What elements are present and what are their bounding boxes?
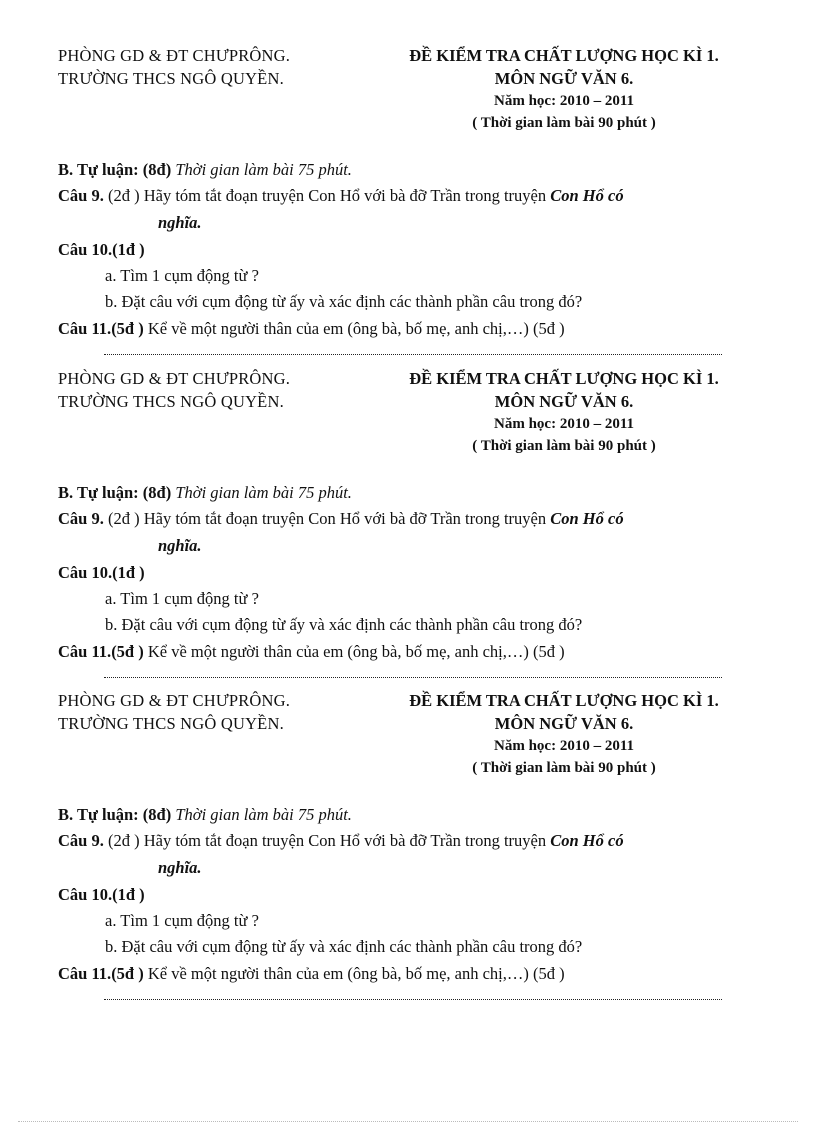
q10-part-b: b. Đặt câu với cụm động từ ấy và xác định các thành phần câu trong đó? xyxy=(105,615,583,634)
q11-label: Câu 11. xyxy=(58,319,112,338)
duration: ( Thời gian làm bài 90 phút ) xyxy=(472,438,656,454)
header-right xyxy=(378,689,750,779)
q9-text: Hãy tóm tắt đoạn truyện Con Hổ với bà đỡ Trần trong truyện xyxy=(143,186,547,205)
header-right xyxy=(378,44,750,134)
q11-points: (5đ ) xyxy=(111,642,144,661)
school-name: TRƯỜNG THCS NGÔ QUYỀN. xyxy=(58,714,284,733)
section-label: B. Tự luận: xyxy=(58,160,139,179)
section-time-note: Thời gian làm bài 75 phút. xyxy=(175,160,352,179)
school-year: Năm học: 2010 – 2011 xyxy=(494,93,634,109)
q10-points: (1đ ) xyxy=(112,240,145,259)
q9-points: (2đ ) xyxy=(107,186,140,205)
q9-points: (2đ ) xyxy=(107,831,140,850)
q10-part-b: b. Đặt câu với cụm động từ ấy và xác định các thành phần câu trong đó? xyxy=(105,937,583,956)
section-heading xyxy=(58,805,352,825)
q9-label: Câu 9. xyxy=(58,509,104,528)
q10-part-b: b. Đặt câu với cụm động từ ấy và xác định các thành phần câu trong đó? xyxy=(105,292,583,311)
duration: ( Thời gian làm bài 90 phút ) xyxy=(472,115,656,131)
duration: ( Thời gian làm bài 90 phút ) xyxy=(472,760,656,776)
exam-copy-3 xyxy=(0,645,816,983)
q10-part-a: a. Tìm 1 cụm động từ ? xyxy=(105,911,259,930)
page-bottom-edge xyxy=(18,1121,798,1122)
question-11 xyxy=(58,964,565,984)
q10-points: (1đ ) xyxy=(112,563,145,582)
question-10 xyxy=(58,885,145,905)
q11-label: Câu 11. xyxy=(58,964,112,983)
q10-part-a: a. Tìm 1 cụm động từ ? xyxy=(105,266,259,285)
department-name: PHÒNG GD & ĐT CHƯPRÔNG. xyxy=(58,369,291,388)
q10-label: Câu 10. xyxy=(58,563,113,582)
exam-copy-2 xyxy=(0,323,816,661)
q11-text: Kể về một người thân của em (ông bà, bố mẹ, anh chị,…) (5đ ) xyxy=(147,964,565,983)
subject-title: MÔN NGỮ VĂN 6. xyxy=(494,69,634,88)
header-left xyxy=(58,367,290,413)
dotted-separator xyxy=(104,999,722,1000)
school-year: Năm học: 2010 – 2011 xyxy=(494,416,634,432)
q11-points: (5đ ) xyxy=(111,319,144,338)
question-9 xyxy=(58,831,624,851)
section-heading xyxy=(58,483,352,503)
q9-label: Câu 9. xyxy=(58,831,104,850)
section-label: B. Tự luận: xyxy=(58,483,139,502)
section-points: (8đ) xyxy=(142,805,172,824)
section-label: B. Tự luận: xyxy=(58,805,139,824)
question-9 xyxy=(58,186,624,206)
subject-title: MÔN NGỮ VĂN 6. xyxy=(494,392,634,411)
header-right xyxy=(378,367,750,457)
section-points: (8đ) xyxy=(142,483,172,502)
q9-text: Hãy tóm tắt đoạn truyện Con Hổ với bà đỡ Trần trong truyện xyxy=(143,831,547,850)
exam-title: ĐỀ KIỂM TRA CHẤT LƯỢNG HỌC KÌ 1. xyxy=(409,691,719,710)
q9-story-title: Con Hổ có xyxy=(550,831,624,850)
question-10 xyxy=(58,240,145,260)
q9-story-title-cont: nghĩa. xyxy=(158,858,202,877)
section-heading xyxy=(58,160,352,180)
school-name: TRƯỜNG THCS NGÔ QUYỀN. xyxy=(58,392,284,411)
q9-story-title: Con Hổ có xyxy=(550,509,624,528)
question-10 xyxy=(58,563,145,583)
exam-title: ĐỀ KIỂM TRA CHẤT LƯỢNG HỌC KÌ 1. xyxy=(409,46,719,65)
q10-label: Câu 10. xyxy=(58,240,113,259)
q11-text: Kể về một người thân của em (ông bà, bố mẹ, anh chị,…) (5đ ) xyxy=(147,319,565,338)
section-time-note: Thời gian làm bài 75 phút. xyxy=(175,805,352,824)
q9-points: (2đ ) xyxy=(107,509,140,528)
q9-text: Hãy tóm tắt đoạn truyện Con Hổ với bà đỡ Trần trong truyện xyxy=(143,509,547,528)
header-left xyxy=(58,689,290,735)
exam-copy-1 xyxy=(0,0,816,338)
question-9 xyxy=(58,509,624,529)
q9-story-title: Con Hổ có xyxy=(550,186,624,205)
q10-label: Câu 10. xyxy=(58,885,113,904)
section-points: (8đ) xyxy=(142,160,172,179)
q9-story-title-cont: nghĩa. xyxy=(158,213,202,232)
section-time-note: Thời gian làm bài 75 phút. xyxy=(175,483,352,502)
q10-points: (1đ ) xyxy=(112,885,145,904)
q9-label: Câu 9. xyxy=(58,186,104,205)
exam-title: ĐỀ KIỂM TRA CHẤT LƯỢNG HỌC KÌ 1. xyxy=(409,369,719,388)
school-name: TRƯỜNG THCS NGÔ QUYỀN. xyxy=(58,69,284,88)
q9-story-title-cont: nghĩa. xyxy=(158,536,202,555)
q11-points: (5đ ) xyxy=(111,964,144,983)
department-name: PHÒNG GD & ĐT CHƯPRÔNG. xyxy=(58,46,291,65)
department-name: PHÒNG GD & ĐT CHƯPRÔNG. xyxy=(58,691,291,710)
school-year: Năm học: 2010 – 2011 xyxy=(494,738,634,754)
q11-text: Kể về một người thân của em (ông bà, bố mẹ, anh chị,…) (5đ ) xyxy=(147,642,565,661)
q10-part-a: a. Tìm 1 cụm động từ ? xyxy=(105,589,259,608)
subject-title: MÔN NGỮ VĂN 6. xyxy=(494,714,634,733)
q11-label: Câu 11. xyxy=(58,642,112,661)
header-left xyxy=(58,44,290,90)
